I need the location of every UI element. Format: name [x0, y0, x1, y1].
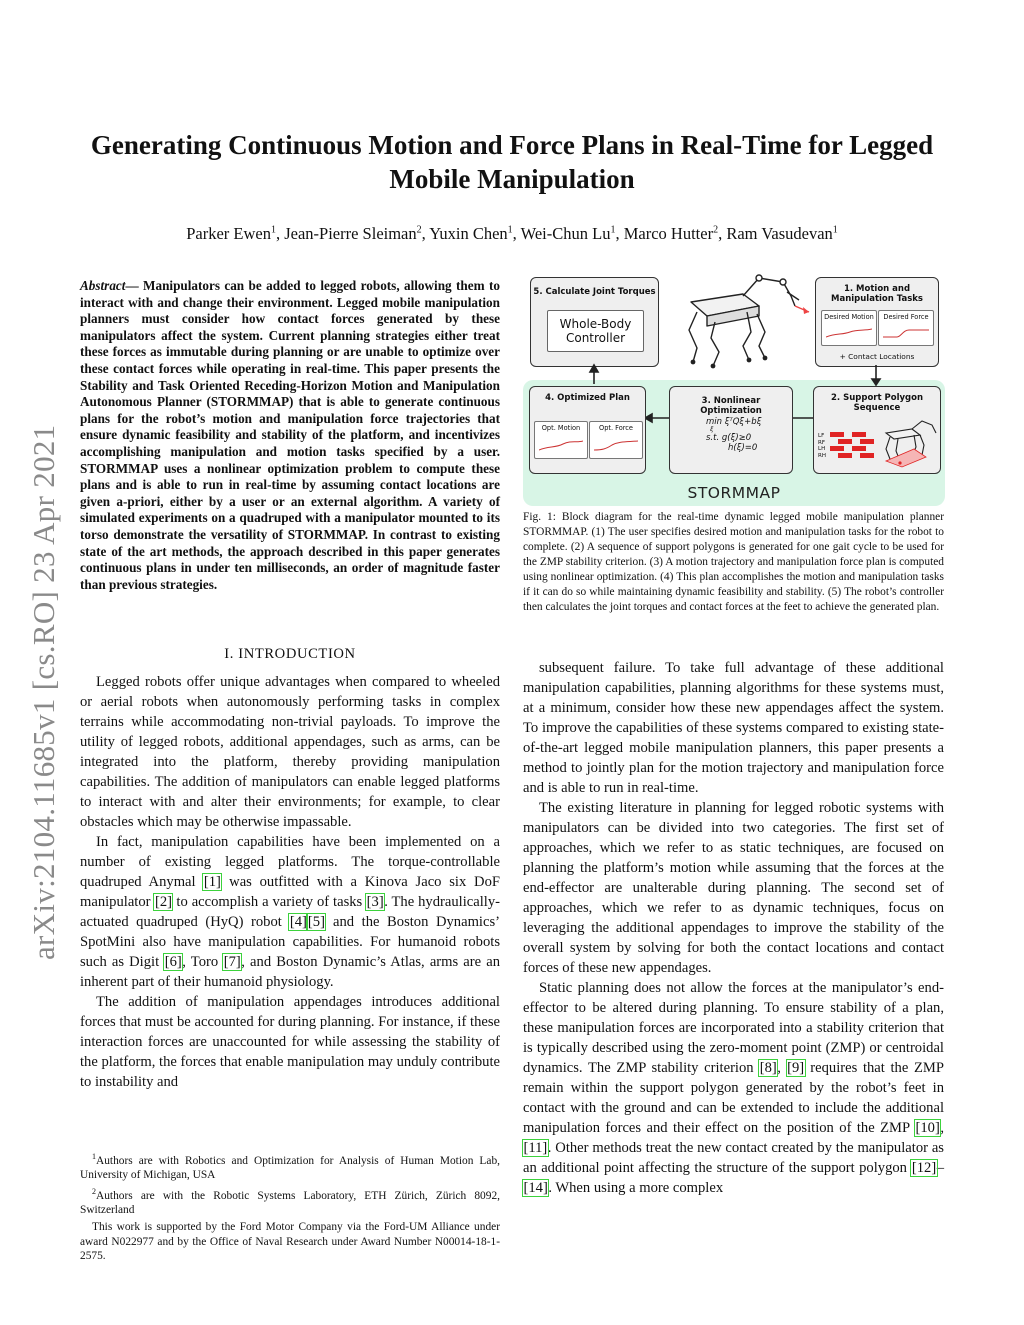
leg-label: LF	[818, 433, 825, 439]
paper-title: Generating Continuous Motion and Force Plans in Real-Time for Legged Mobile Manipulation	[90, 130, 934, 194]
equality-constraint: h(ξ)=0	[728, 443, 758, 453]
controller-label: Whole-Body Controller	[559, 317, 632, 345]
citation-link[interactable]: [10]	[915, 1120, 940, 1136]
optimization-equations	[680, 417, 786, 453]
arxiv-stamp: arXiv:2104.11685v1 [cs.RO] 23 Apr 2021	[26, 424, 61, 960]
right-column-body	[523, 658, 944, 1198]
abstract-label: Abstract	[80, 278, 126, 293]
author-affiliation: 2	[713, 224, 719, 236]
box5-title: 5. Calculate Joint Torques	[533, 287, 656, 297]
paragraph: Legged robots offer unique advantages when compared to wheeled or aerial robots when autonomously performing tasks in complex terrains while accommodating non-trivial payloads. To improve the utility of legged robots, additional appendages, such as arms, can be integrated into the platform, thereby providing manipulation capabilities. The addition of manipulators can enable legged platforms to interact with and alter their environments; for example, to clear obstacles which may be otherwise impassable.	[80, 674, 500, 830]
figure-caption: Fig. 1: Block diagram for the real-time dynamic legged mobile manipulation planner STORMMAP. (1) The user specifies desired motion and manipulation tasks for the robot to complete. (2) A sequence of support polygons is generated for one gait cycle to be used for the ZMP stability criterion. (3) A motion trajectory and manipulation force plan is computed using nonlinear optimization. (4) This plan accomplishes the motion and manipulation tasks if it can do so while maintaining dynamic feasibility and stability. (5) The robot’s controller then calculates the joint torques and contact forces at the feet to achieve the generated plan.	[523, 511, 944, 613]
citation-link[interactable]: [14]	[523, 1180, 548, 1196]
paragraph: subsequent failure. To take full advantage of these additional manipulation capabilities, planning algorithms for these systems must, at a minimum, consider how these new appendages affect the system. To improve the capabilities of these systems compared to existing state-of-the-art legged mobile manipulation planners, this paper presents a method to jointly plan for the motion trajectory and manipulation force and is able to run in real-time.	[523, 660, 944, 796]
gait-legend	[818, 433, 826, 459]
desired-force-label: Desired Force	[883, 313, 929, 321]
author-list: Parker Ewen$^1$, Jean-Pierre Sleiman$^2$, Yuxin Chen$^1$, Wei-Chun Lu$^1$, Marco Hutter$^2$, Ram Vasudevan$^1$	[186, 224, 838, 243]
citation-link[interactable]: [11]	[523, 1140, 548, 1156]
abstract	[80, 278, 500, 593]
contact-locations-note: + Contact Locations	[839, 352, 915, 361]
paragraph: The existing literature in planning for legged robotic systems with manipulators can be divided into two categories. The first set of approaches, which we refer to as static techniques, are focused on planning the platform’s motion while assuming that the forces at the end-effector are unalterable during planning. The second set of approaches, which we refer to as dynamic techniques, focus on leveraging the additional appendages to improve the stability of the overall system by solving for both the contact locations and contact forces of these new appendages.	[523, 800, 944, 976]
citation-link[interactable]: [9]	[787, 1060, 805, 1076]
author-name: Jean-Pierre Sleiman	[284, 224, 417, 243]
leg-label: RH	[818, 452, 826, 459]
desired-motion-label: Desired Motion	[824, 313, 874, 321]
author-name: Marco Hutter	[623, 224, 714, 243]
footnote	[80, 1150, 500, 1182]
leg-label: RF	[818, 439, 825, 446]
objective-sub: ξ	[710, 426, 714, 433]
footnote	[80, 1220, 500, 1263]
support-polygon-robot	[880, 419, 938, 471]
footnote-mark: 2	[92, 1187, 96, 1197]
box-optimized-plan	[529, 386, 646, 474]
footnotes	[80, 1150, 500, 1266]
paragraph: In fact, manipulation capabilities have been implemented on a number of existing legged platforms. The torque-controllable quadruped Anymal [1] was outfitted with a Kinova Jaco six DoF manipulator [2] to accomplish a variety of tasks [3]. The hydraulically-actuated quadruped (HyQ) robot [4][5] and the Boston Dynamics’ SpotMini also have manipulation capabilities. For humanoid robots such as Digit [6], Toro [7], and Boston Dynamic’s Atlas, arms are an inherent part of their humanoid physiology.	[80, 834, 501, 990]
author-affiliation: 1	[832, 224, 838, 236]
author-name: Yuxin Chen	[429, 224, 508, 243]
opt-motion-label: Opt. Motion	[541, 424, 581, 432]
citation-link[interactable]: [8]	[759, 1060, 777, 1076]
author-name: Parker Ewen	[186, 224, 271, 243]
stormmap-label: STORMMAP	[687, 484, 781, 502]
inequality-constraint: s.t. g(ξ)≥0	[706, 433, 752, 443]
box-support-polygon	[813, 386, 941, 474]
footnote-mark: 1	[92, 1152, 96, 1161]
author-affiliation: 2	[416, 224, 422, 236]
paragraph: The addition of manipulation appendages introduces additional forces that must be accounted for during planning. For instance, if these interaction forces are unaccounted for while assessing the stability of the platform, the forces that enable manipulation may unduly contribute to instability and	[80, 994, 500, 1090]
opt-force-label: Opt. Force	[599, 424, 633, 432]
citation-link[interactable]: [6]	[164, 954, 182, 970]
leg-label: LH	[818, 446, 826, 452]
footnote	[80, 1185, 500, 1217]
citation-link[interactable]: [5]	[307, 914, 325, 930]
box4-title: 4. Optimized Plan	[545, 393, 630, 403]
box1-title: 1. Motion and Manipulation Tasks	[831, 284, 923, 304]
objective-eq: min ξᵀQξ+bξ	[706, 417, 762, 427]
citation-link[interactable]: [4]	[289, 914, 307, 930]
citation-link[interactable]: [7]	[223, 954, 241, 970]
section-heading: I. INTRODUCTION	[224, 646, 356, 662]
footnote-text: This work is supported by the Ford Motor Company via the Ford-UM Alliance under award N022977 and by the Office of Naval Research under Award Number N00014-18-1-2575.	[80, 1221, 500, 1262]
citation-link[interactable]: [3]	[366, 894, 384, 910]
citation-link[interactable]: [1]	[203, 874, 221, 890]
author-name: Wei-Chun Lu	[520, 224, 611, 243]
citation-link[interactable]: [2]	[154, 894, 172, 910]
author-affiliation: 1	[270, 224, 276, 236]
figure-1	[523, 270, 945, 506]
author-affiliation: 1	[610, 224, 616, 236]
box3-title: 3. Nonlinear Optimization	[700, 396, 762, 416]
footnote-text: Authors are with the Robotic Systems Laboratory, ETH Zürich, Zürich 8092, Switzerland	[80, 1190, 500, 1217]
opt-motion-plot	[534, 421, 588, 459]
gait-diagram	[830, 431, 880, 461]
abstract-text: — Manipulators can be added to legged robots, allowing them to interact with and change their environment. Legged mobile manipulation planners must consider how contact forces generated by these manipulators affect the system. Current planning strategies either treat these forces as immutable during planning or are unable to optimize over these contact forces while operating in real-time. This paper presents the Stability and Task Oriented Receding-Horizon Motion and Manipulation Autonomous Planner (STORMMAP) that is able to generate continuous plans for the robot’s motion and manipulation force trajectories that ensure dynamic feasibility and stability of the platform, and incentivizes accomplishing manipulation and motion tasks specified by a user. STORMMAP uses a nonlinear optimization problem to compute these plans and is able to run in real-time by assuming contact locations are given a-priori, either by a user or an external algorithm. A variety of simulated experiments on a quadruped with a manipulator mounted to its torso demonstrate the versatility of STORMMAP. In contrast to existing state of the art methods, the approach described in this paper generates continuous plans in under ten milliseconds, an order of magnitude faster than previous strategies.	[80, 278, 500, 592]
footnote-text: Authors are with Robotics and Optimization for Analysis of Human Motion Lab, University of Michigan, USA	[80, 1154, 500, 1181]
paragraph: Static planning does not allow the forces at the manipulator’s end-effector to be altered during planning. To ensure stability of a plan, these manipulation forces are incorporated into a stability criterion that is typically described using the zero-moment point (ZMP) or centroidal dynamics. The ZMP stability criterion [8], [9] requires that the ZMP remain within the support polygon generated by the robot’s feet in contact with the ground and can be extended to include the additional manipulation forces and their effect on the position of the ZMP [10], [11]. Other methods treat the new contact created by the manipulator as an additional point affecting the structure of the support polygon [12]–[14]. When using a more complex	[523, 980, 944, 1196]
author-name: Ram Vasudevan	[726, 224, 833, 243]
box-nonlinear-optimization	[669, 386, 793, 474]
author-affiliation: 1	[507, 224, 513, 236]
opt-force-plot	[589, 421, 643, 459]
left-column-body	[80, 672, 500, 1092]
box2-title: 2. Support Polygon Sequence	[831, 393, 923, 413]
citation-link[interactable]: [12]	[911, 1160, 937, 1176]
